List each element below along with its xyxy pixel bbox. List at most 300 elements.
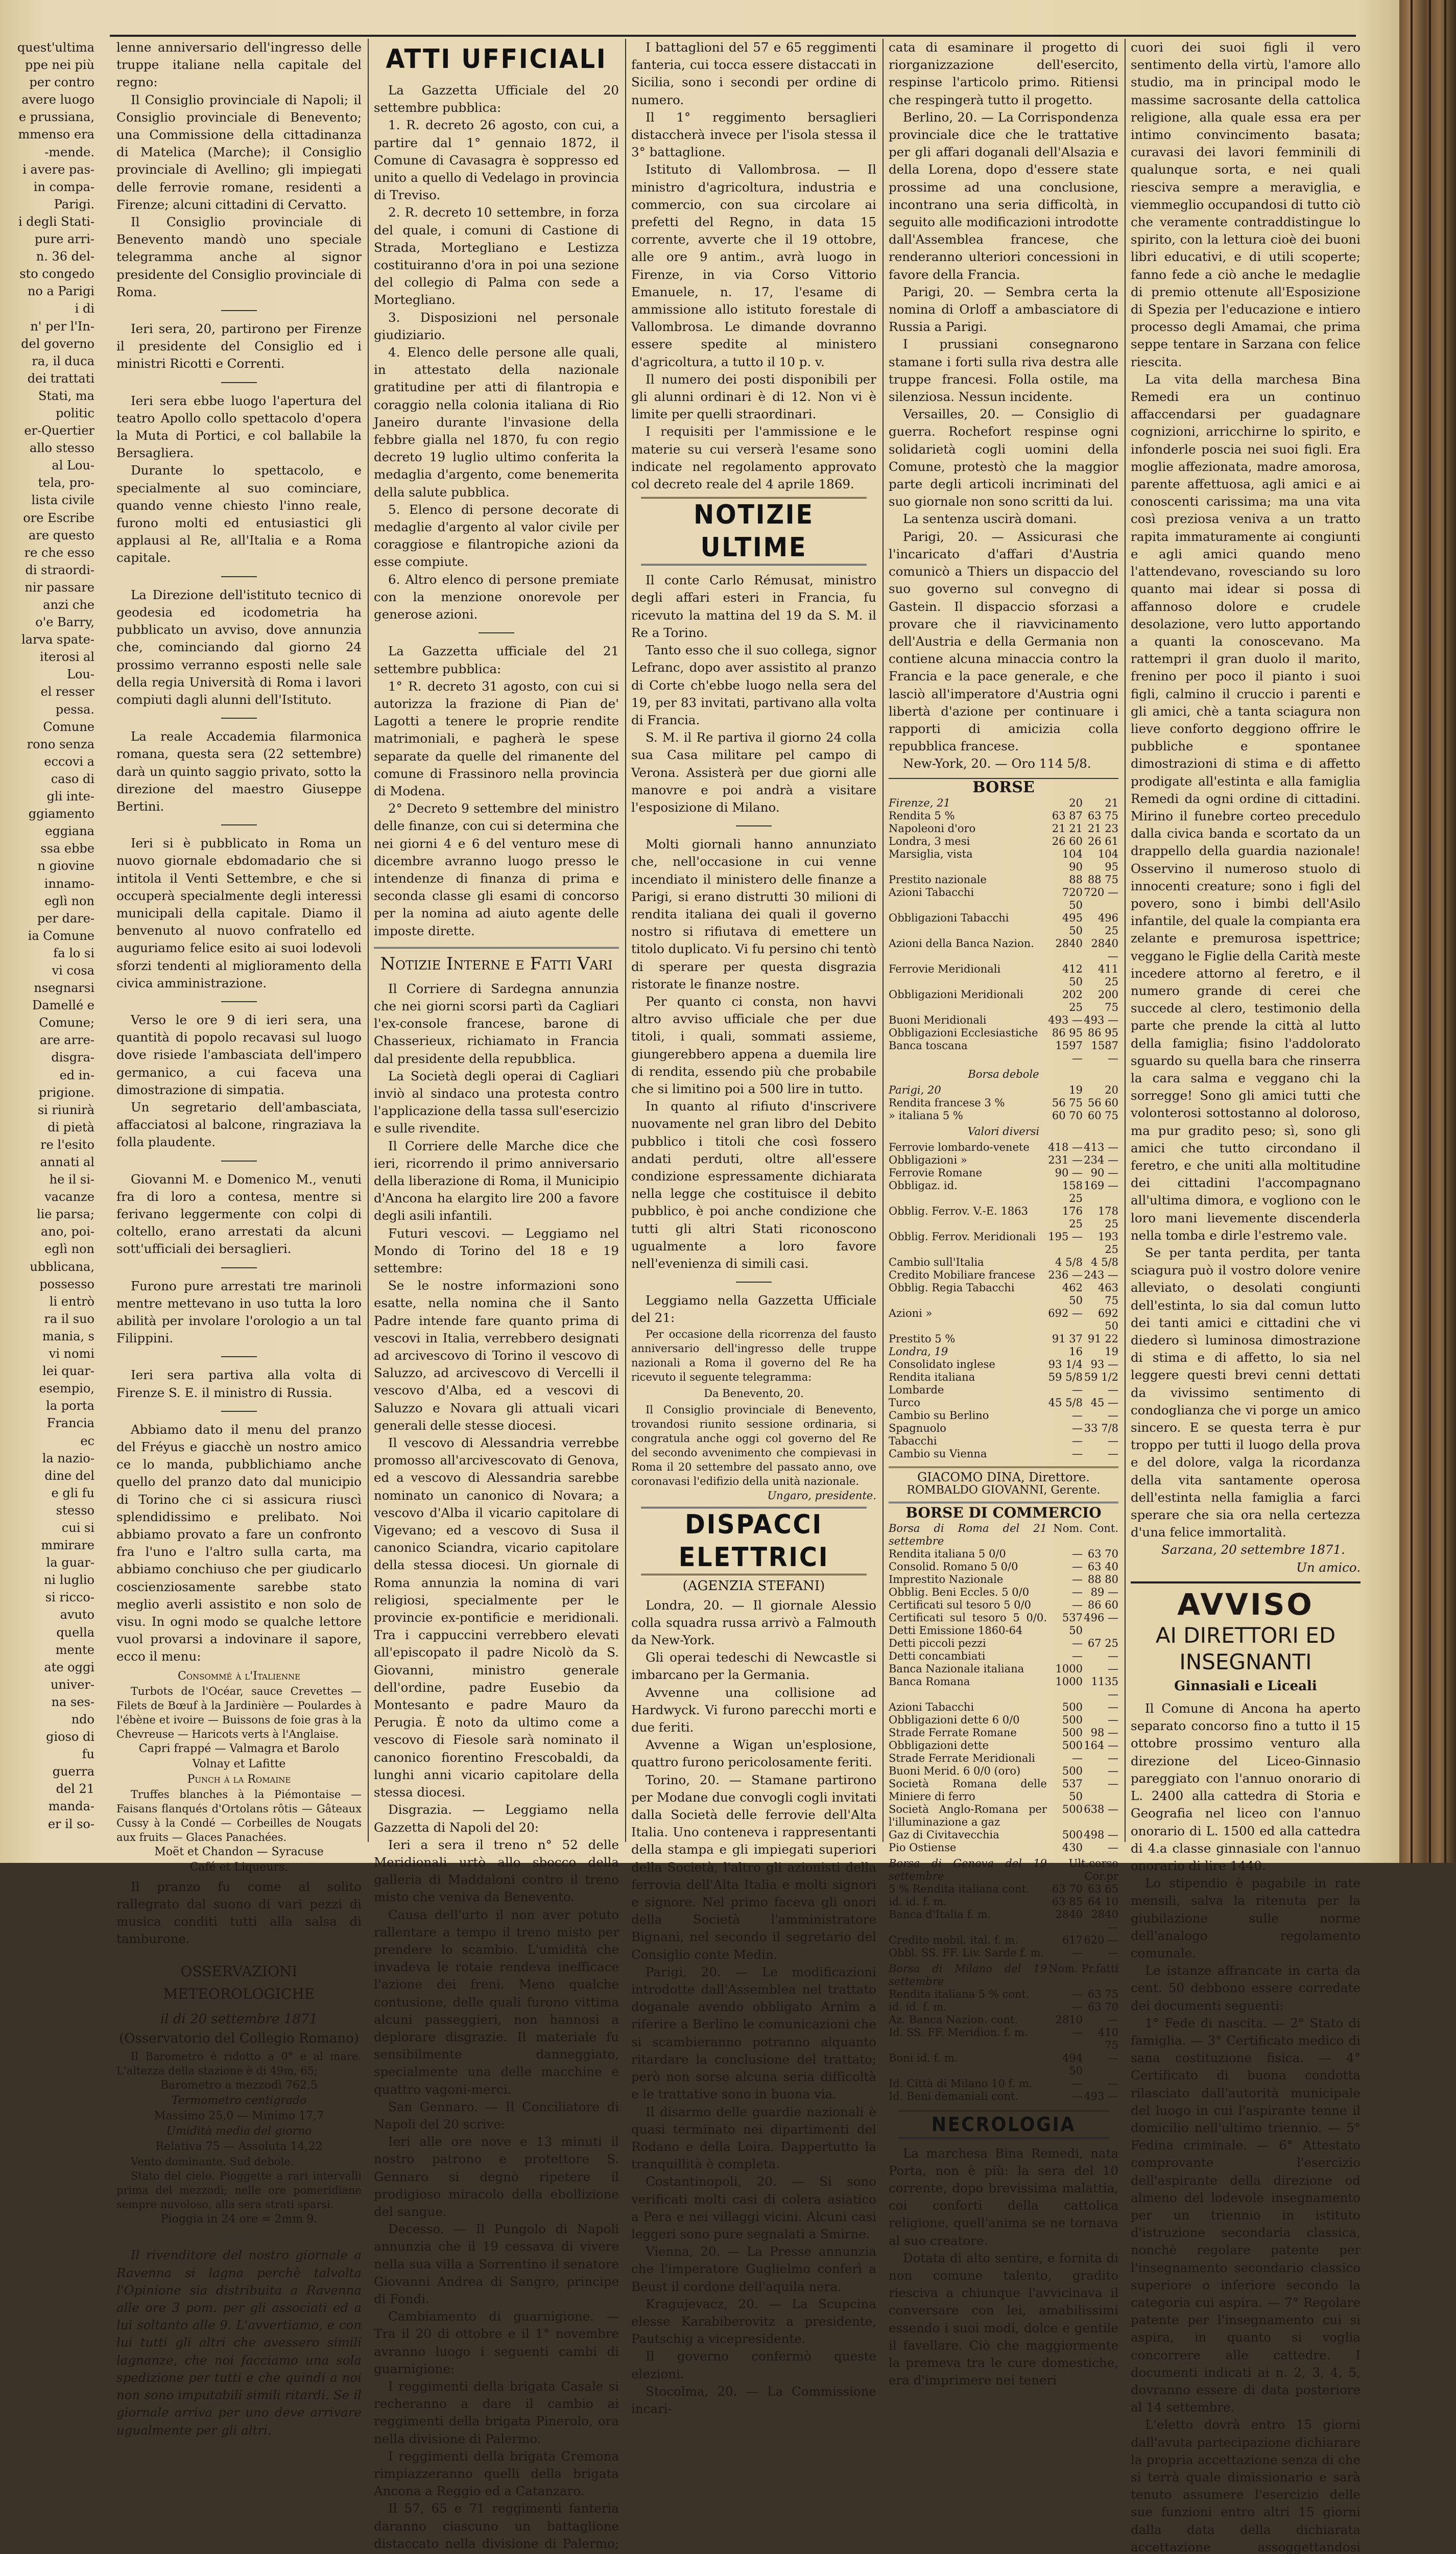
price-value: 620 —	[1084, 1933, 1118, 1946]
security-name: Certificati sul tesoro 5 0/0. Detti Emissione 1860-64	[889, 1611, 1047, 1637]
weather-line: Umidità media del giorno	[166, 2125, 312, 2138]
ticker-row	[889, 822, 1118, 835]
paragraph: 1. R. decreto 26 agosto, con cui, a partire dal 1° gennaio 1872, il Comune di Cavasagra è soppresso ed unito a quello di Vedelago in provincia di Treviso.	[374, 117, 619, 203]
ticker-row	[889, 2014, 1118, 2026]
margin-line: al Lou-	[52, 458, 94, 473]
margin-line: ggiamento	[28, 807, 94, 821]
security-name: Tabacchi	[889, 1434, 937, 1447]
paragraph: Le istanze affrancate in carta da cent. 50 debbono essere corredate dei documenti seguenti:	[1131, 1963, 1360, 2013]
ticker-row	[889, 1714, 1118, 1727]
paragraph: Berlino, 20. — La Corrispondenza provinciale dice che le trattative per gli affari doganali dell'Alsazia e della Lorena, dopo d'essere state prossime ad una conclusione, incontrano una seria difficoltà, in seguito alle modificazioni introdotte dall'Assemblea francese, che renderanno ulteriori concessioni in favore della Francia.	[889, 109, 1118, 282]
security-name: Obbligazioni »	[889, 1153, 967, 1166]
ticker-row	[889, 1947, 1118, 1959]
margin-line: er il so-	[47, 1816, 94, 1831]
price-value: 88 80	[1087, 1573, 1118, 1586]
margin-line: ed in-	[59, 1068, 94, 1082]
weather-line: Relativa 75 — Assoluta 14,22	[155, 2140, 323, 2154]
price-value: 413 —	[1084, 1141, 1118, 1153]
paragraph: Vienna, 20. — La Presse annunzia che l'imperatore Guglielmo conferì a Beust il cordone dell'aquila nera.	[631, 2244, 876, 2294]
ticker-row	[889, 1752, 1118, 1765]
paragraph: Il conte Carlo Rémusat, ministro degli affari esteri in Francia, fu ricevuto la mattina del 19 da S. M. il Re a Torino.	[631, 573, 876, 640]
margin-line: el resser	[40, 684, 94, 699]
ticker-row	[889, 1988, 1118, 2001]
top-rule	[110, 35, 1356, 37]
price-value: —	[1108, 1649, 1118, 1662]
margin-line: iterosi al	[39, 650, 94, 665]
price-value: 88	[1069, 873, 1083, 886]
price-value: —	[1072, 2090, 1083, 2102]
security-name: » italiana 5 %	[889, 1109, 963, 1122]
security-name: Banca Romana	[889, 1675, 970, 1688]
weather-line: Vento dominante. Sud debole.	[131, 2156, 294, 2168]
binding-stripe	[1444, 0, 1446, 1863]
security-name: Obblig. Ferrov. V.-E. 1863	[889, 1204, 1029, 1217]
margin-line: per dare-	[37, 911, 94, 926]
ticker-row	[889, 1358, 1118, 1371]
paragraph: Leggiamo nella Gazzetta Ufficiale del 21:	[631, 1293, 876, 1326]
paragraph: Londra, 20. — Il giornale Alessio colla squadra russa arrivò a Falmouth da New-York.	[631, 1597, 876, 1648]
paragraph: Ieri sera, 20, partirono per Firenze il presidente del Consiglio ed i ministri Ricotti e Correnti.	[116, 321, 362, 371]
separator	[479, 632, 514, 633]
price-value: 500	[1062, 1713, 1083, 1726]
price-value: —	[1108, 2077, 1118, 2090]
price-value: 93 1/4	[1048, 1358, 1083, 1370]
paragraph: Il pranzo fu come al solito rallegrato dal suono di vari pezzi di musica conditi tutti alla salsa di tamburone.	[116, 1879, 362, 1947]
security-name: Obbligazioni Meridionali	[889, 988, 1023, 1001]
price-value: —	[1108, 1946, 1118, 1959]
margin-line: eglì non	[44, 893, 94, 908]
price-value: 231 —	[1048, 1153, 1083, 1166]
security-name: Azioni Tabacchi	[889, 1700, 974, 1713]
margin-line: si riunirà	[37, 1102, 94, 1117]
ticker-row	[889, 2077, 1118, 2090]
ticker-row	[889, 1675, 1118, 1701]
ticker-row	[889, 2052, 1118, 2077]
paragraph: Istituto di Vallombrosa. — Il ministro d'agricoltura, industria e commercio, con sua circolare ai prefetti del Regno, in data 15 corrente, avverte che il 19 ottobre, alle ore 9 antim., avrà luogo in Firenze, in via Corso Vittorio Emanuele, n. 17, l'esame di ammissione allo istituto forestale di Vallombrosa. Le dimande dovranno essere spedite al ministero d'agricoltura, a tutto il 10 p. v.	[631, 162, 876, 369]
ticker-header	[889, 1962, 1118, 1988]
paragraph: 1° R. decreto 31 agosto, con cui si autorizza la frazione di Pian de' Lagotti a tenere le proprie rendite matrimoniali, e pagherà le spese separate da quelle del rimanente del comune di Frassinoro nella provincia di Modena.	[374, 678, 619, 798]
security-name: Obbl. SS. FF. Liv. Sarde f. m.	[889, 1946, 1044, 1959]
margin-line: sto congedo	[19, 267, 94, 281]
price-value: 720 50	[1062, 886, 1083, 911]
margin-line: la guar-	[46, 1555, 94, 1570]
security-name: id. id. f. m.	[889, 2000, 947, 2013]
margin-line: avere luogo	[21, 92, 94, 107]
security-name: Banca toscana	[889, 1039, 968, 1052]
price-value: —	[1072, 1383, 1083, 1396]
margin-line: no a Parigi	[27, 284, 94, 299]
ticker-row	[889, 1883, 1118, 1896]
separator	[221, 576, 257, 577]
margin-line: del governo	[21, 336, 94, 351]
price-value: 692 —	[1048, 1307, 1083, 1319]
margin-line: annati al	[40, 1155, 94, 1169]
paragraph: Ieri sera ebbe luogo l'apertura del teatro Apollo collo spettacolo d'opera la Muta di Portici, e col ballabile la Bersagliera.	[116, 393, 362, 461]
margin-line: quest'ultima	[17, 40, 94, 55]
security-name: Società Anglo-Romana per l'illuminazione a gaz	[889, 1803, 1047, 1828]
security-name: Prestito 5 %	[889, 1332, 956, 1345]
margin-line: re che esso	[24, 545, 94, 560]
paragraph: 2. R. decreto 10 settembre, in forza del quale, i comuni di Castione di Strada, Mortegliano e Lestizza costituiranno d'ora in poi una sezione del collegio di Palma con sede a Mortegliano.	[374, 205, 619, 308]
ticker-row	[889, 835, 1118, 848]
price-value: 692 50	[1097, 1307, 1118, 1332]
price-value: 410 75	[1097, 2026, 1118, 2051]
col-header: 19	[1069, 1083, 1083, 1096]
paragraph: Molti giornali hanno annunziato che, nell'occasione in cui venne incendiato il ministero delle finanze a Parigi, si erano distrutti 30 milioni di rendita italiana dei quali il governo nostro si rifiutava di emettere un titolo duplicato. Vi fu persino chi tentò di sperare per questa disgrazia ristorate le finanze nostre.	[631, 837, 876, 991]
paragraph: Kragujevacz, 20. — La Scupcina elesse Karabiberovitz a presidente, Pautschig a vicepresidente.	[631, 2296, 876, 2347]
price-value: 412 50	[1062, 962, 1083, 988]
margin-line: disgra-	[51, 1050, 94, 1065]
margin-line: Comune	[43, 719, 94, 734]
security-name: Obblig. Ferrov. Meridionali	[889, 1230, 1036, 1243]
ticker-row	[889, 1829, 1118, 1841]
weather-date: il di 20 settembre 1871	[160, 2012, 318, 2027]
security-name: Londra, 3 mesi	[889, 835, 970, 847]
margin-line: Damellé e	[32, 998, 94, 1013]
paragraph: lenne anniversario dell'ingresso delle truppe italiane nella capitale del regno:	[116, 40, 362, 90]
ticker-row	[889, 1397, 1118, 1409]
price-value: 494 50	[1062, 2051, 1083, 2077]
ticker-row	[889, 848, 1118, 873]
ticker-row	[889, 1141, 1118, 1154]
price-value: 2840	[1055, 937, 1083, 950]
price-value: 617	[1062, 1933, 1083, 1946]
separator	[221, 824, 257, 825]
paragraph: S. M. il Re partiva il giorno 24 colla sua Casa militare pel campo di Verona. Assisterà per due giorni alle manovre e poi andrà a visitare l'esposizione di Milano.	[631, 730, 876, 815]
paragraph: La Direzione dell'istituto tecnico di geodesia ed icodometria ha pubblicato un avviso, dove annunzia che, cominciando dal giorno 24 prossimo verranno esposti nelle sale della regia Università di Roma i lavori compiuti dagli alunni dell'Istituto.	[116, 587, 362, 707]
price-value: —	[1072, 1946, 1083, 1959]
price-value: 56 75	[1052, 1096, 1083, 1109]
price-value: 67 25	[1087, 1637, 1118, 1649]
paragraph: Abbiamo dato il menu del pranzo del Fréyus e giacchè un nostro amico ce lo manda, pubblichiamo anche quello del pranzo dato dal municipio di Torino che ci si assicura riuscì splendidissimo e prelibato. Noi abbiamo provato a fare un confronto fra l'uno e l'altro sulla carta, ma abbiamo conchiuso che per giudicarlo coscienziosamente sarebbe stato meglio averli assistito e non solo de visu. In ogni modo se qualche lettore vuol provarsi a indovinare il sapore, ecco il menu:	[116, 1422, 362, 1664]
security-name: Prestito nazionale	[889, 873, 987, 886]
security-name: Rendita italiana	[889, 1370, 975, 1383]
price-value: 493 —	[1084, 2090, 1118, 2102]
security-name: Id. SS. FF. Meridion. f. m.	[889, 2026, 1028, 2039]
price-value: 63 70	[1087, 2000, 1118, 2013]
price-value: 496 25	[1097, 911, 1118, 937]
price-value: —	[1072, 1598, 1083, 1611]
paragraph: Il 1° reggimento bersaglieri distaccherà invece per l'isola stessa il 3° battaglione.	[631, 109, 876, 160]
roma-rows	[889, 1548, 1118, 1854]
paragraph: Il disarmo delle guardie nazionali è quasi terminato nei dipartimenti del Rodano e della Loira. Dappertutto la tranquillità è completa.	[631, 2104, 876, 2172]
security-name: Spagnuolo	[889, 1422, 946, 1434]
price-value: 176 25	[1062, 1204, 1083, 1230]
ticker-row	[889, 2001, 1118, 2014]
margin-line: gli inte-	[46, 789, 94, 804]
margin-line: innamo-	[44, 876, 94, 891]
price-value: —	[1108, 1764, 1118, 1777]
paragraph: San Gennaro. — Il Conciliatore di Napoli del 20 scrive:	[374, 2099, 619, 2132]
market-note: Borsa debole	[968, 1068, 1039, 1080]
ticker-row	[889, 1663, 1118, 1675]
paragraph: Il numero dei posti disponibili per gli alunni ordinari è di 12. Non vi è limite per quelli straordinari.	[631, 371, 876, 422]
paragraph: Il governo confermò queste elezioni.	[631, 2349, 876, 2381]
security-name: Boni id. f. m.	[889, 2051, 958, 2064]
security-name: Ferrovie Meridionali	[889, 962, 1001, 975]
menu-item: Moët et Chandon — Syracuse	[154, 1845, 324, 1858]
margin-line: i di	[75, 301, 94, 316]
price-value: 500	[1062, 1700, 1083, 1713]
col-header: 20	[1069, 796, 1083, 809]
paragraph: La Gazzetta ufficiale del 21 settembre pubblica:	[374, 644, 619, 676]
ticker-row	[889, 1739, 1118, 1752]
paragraph: Dotata di alto sentire, e fornita di non comune talento, gradito riesciva a chiunque l'avvicinava il conversare con lei, amabilissimi essendo i suoi modi, dolce e gentile il favellare. Ciò che maggiormente la premeva tra le cure domestiche, era d'imprimere nei teneri	[889, 2250, 1118, 2388]
ticker-header	[889, 797, 1118, 810]
paragraph: I prussiani consegnarono stamane i forti sulla riva destra alle truppe francesi. Folla ostile, ma silenziosa. Nessun incidente.	[889, 337, 1118, 405]
security-name: Gaz di Civitavecchia	[889, 1828, 999, 1841]
ticker-row	[889, 2026, 1118, 2052]
margin-line: vi nomi	[49, 1346, 94, 1361]
menu-item: Punch à la Romaine	[187, 1772, 291, 1786]
margin-line: pessa.	[55, 702, 94, 717]
ticker-row	[889, 1934, 1118, 1947]
security-name: Lombarde	[889, 1383, 944, 1396]
margin-line: ubblicana,	[30, 1259, 94, 1274]
paragraph: 5. Elenco di persone decorate di medaglie d'argento al valor civile per coraggiose e filantropiche azioni da esse compiute.	[374, 502, 619, 570]
ticker-row	[889, 1448, 1118, 1460]
margin-line: univer-	[51, 1677, 94, 1692]
security-name: Certificati sul tesoro 5 0/0	[889, 1598, 1031, 1611]
ticker-row	[889, 1109, 1118, 1122]
ticker-row	[889, 1422, 1118, 1435]
borse-title: BORSE	[889, 778, 1118, 794]
ticker-row	[889, 1778, 1118, 1803]
security-name: id. id. f. m.	[889, 1895, 947, 1908]
margin-line: caso di	[51, 771, 94, 786]
col-header: Ult.corso Cor.pr	[1068, 1857, 1118, 1882]
margin-line: stesso	[56, 1503, 94, 1518]
ticker-row	[889, 1384, 1118, 1397]
advert-subtitle: AI DIRETTORI ED INSEGNANTI	[1155, 1622, 1336, 1674]
price-value: 60 70	[1052, 1109, 1083, 1122]
menu-item: Truffes blanches à la Piémontaise — Faisans flanqués d'Ortolans rôtis — Gâteaux Cussy à la Condé — Corbeilles de Nougats aux fruits — Glaces Panachées.	[116, 1788, 362, 1843]
price-value: 158 25	[1062, 1179, 1083, 1204]
column-rule	[1125, 39, 1126, 1842]
price-value: —	[1108, 1383, 1118, 1396]
margin-line: Comune;	[39, 1015, 94, 1030]
paragraph: Gli operai tedeschi di Newcastle si imbarcano per la Germania.	[631, 1650, 876, 1683]
price-value: 430	[1062, 1841, 1083, 1854]
price-value: —	[1072, 1586, 1083, 1598]
price-value: 537 50	[1062, 1777, 1083, 1803]
weather-line: Massimo 25,0 — Minimo 17,7	[154, 2110, 324, 2123]
margin-line: lie parsa;	[36, 1207, 94, 1222]
paragraph: Ieri si è pubblicato in Roma un nuovo giornale ebdomadario che si intitola il Venti Settembre, e che si occuperà specialmente degli interessi municipali della capitale. Diamo il benvenuto al nuovo confratello ed auguriamo felice esito ai suoi lodevoli sforzi tendenti al miglioramento della civica amministrazione.	[116, 836, 362, 990]
price-value: 90 —	[1055, 1166, 1083, 1179]
paragraph: Tanto esso che il suo collega, signor Lefranc, dopo aver assistito al pranzo di Corte ch'ebbe luogo nella sera del 19, per 83 invitati, partivano alla volta di Francia.	[631, 643, 876, 727]
price-value: —	[1108, 1841, 1118, 1854]
security-name: Strade Ferrate Romane	[889, 1726, 1017, 1739]
price-value: 498 —	[1084, 1828, 1118, 1841]
price-value: —	[1072, 1637, 1083, 1649]
paragraph: New-York, 20. — Oro 114 5/8.	[903, 756, 1091, 771]
price-value: 98 —	[1090, 1726, 1118, 1739]
margin-line: per contro	[29, 75, 94, 90]
security-name: Buoni Merid. 6 0/0 (oro)	[889, 1764, 1021, 1777]
margin-line: politic	[56, 406, 94, 420]
margin-line: fa lo si	[53, 945, 94, 960]
paragraph: L'eletto dovrà entro 15 giorni dall'avuta partecipazione dichiarare la propria accettazione senza di che si terrà quale dimissionario e sarà tenuto assumere l'esercizio delle sue funzioni entro altri 15 giorni dalla data della dichiarata accettazione assoggettandosi	[1131, 2417, 1360, 2554]
security-name: Pio Ostiense	[889, 1841, 957, 1854]
binding-stripe	[1411, 0, 1413, 1863]
security-name: Imprestito Nazionale	[889, 1573, 1004, 1586]
paragraph: I reggimenti della brigata Casale si recheranno a dare il cambio ai reggimenti della brigata Pinerolo, ora nella divisione di Palermo.	[374, 2379, 619, 2446]
price-value: 2840 —	[1091, 1908, 1118, 1933]
security-name: Marsiglia, vista	[889, 847, 973, 860]
paragraph: Parigi, 20. — Le modificazioni introdotte dall'Assemblea nel trattato doganale avendo obbligato Arnim a riferire a Berlino le comunicazioni che si scambieranno potranno alquanto ritardare la conclusione del trattato; però non sorse alcuna seria difficoltà e le trattative sono in buona via.	[631, 1964, 876, 2102]
margin-line: n giovine	[37, 859, 94, 873]
price-value: 1000	[1055, 1675, 1083, 1688]
ticker-row	[889, 1727, 1118, 1739]
market-name: Borsa di Genova del 19 settembre	[889, 1857, 1047, 1882]
book-binding	[1399, 0, 1456, 1863]
paragraph: 2° Decreto 9 settembre del ministro delle finanze, con cui si determina che nei giorni 4 e 6 del venturo mese di dicembre avranno luogo presso le intendenze di finanza di prima e seconda classe gli esami di concorso per la nomina ad aiuto agente delle imposte dirette.	[374, 801, 619, 938]
security-name: Ferrovie Romane	[889, 1166, 983, 1179]
column-1	[116, 39, 362, 2438]
price-value: 202 25	[1062, 988, 1083, 1013]
ticker-row	[889, 810, 1118, 822]
margin-line: manda-	[48, 1799, 94, 1814]
margin-line: Lou-	[67, 667, 94, 682]
margin-line: ppe nei più	[25, 58, 94, 73]
security-name: Obbligaz. id.	[889, 1179, 958, 1192]
security-name: Cambio su Berlino	[889, 1409, 989, 1422]
col-header: 16	[1069, 1345, 1083, 1358]
margin-line: rono senza	[27, 737, 94, 751]
parigi-rows	[889, 1097, 1118, 1122]
margin-line: lista civile	[31, 493, 94, 508]
separator	[221, 1267, 257, 1268]
margin-line: esempio,	[39, 1381, 94, 1396]
weather-title: OSSERVAZIONI METEOROLOGICHE	[116, 1955, 362, 2005]
price-value: 63 87	[1052, 809, 1083, 822]
margin-line: e gli fu	[51, 1485, 94, 1500]
margin-line: Parigi.	[54, 197, 94, 211]
price-value: 63 65	[1087, 1882, 1118, 1895]
margin-line: dei trattati	[27, 371, 94, 386]
margin-line: tela, pro-	[38, 476, 94, 490]
ticker-row	[889, 2090, 1118, 2103]
margin-line: eglì non	[44, 1242, 94, 1257]
security-name: Obbligazioni Ecclesiastiche	[889, 1026, 1038, 1039]
price-value: 411 25	[1097, 962, 1118, 988]
col-header: Cont.	[1089, 1522, 1118, 1534]
price-value: —	[1072, 2077, 1083, 2090]
security-name: Azioni »	[889, 1307, 933, 1319]
price-value: 59 5/8	[1048, 1370, 1083, 1383]
ticker-row	[889, 1014, 1118, 1027]
ticker-row	[889, 1256, 1118, 1269]
price-value: 104 95	[1097, 847, 1118, 873]
paragraph: La vita della marchesa Bina Remedi era un continuo affaccendarsi per guadagnare cognizioni, arricchirne lo spirito, e infonderle poscia nei suoi figli. Era moglie affezionata, madre amorosa, parente affettuosa, agli amici e ai conoscenti carissima; ma una vita così preziosa veniva a un tratto rapita immaturamente ai congiunti e agli amici quando meno l'attendevano, rovesciando su loro quanto mai idear si possa di affannoso dolore e crudele desolazione, vero lutto apportando a quanti la conoscevano. Ma rattempri il gran duolo il marito, frenino per poco il pianto i suoi figli, calmino il cruccio i parenti e gli amici, chè a tanta sciagura non lieve conforto deggiono offrire le pubbliche e spontanee dimostrazioni di stima e di affetto prodigate all'estinta e alla famiglia Remedi da ogni ordine di cittadini. Mirino il funebre corteo precedulo dalla civica banda e scortato da un drappello della guardia nazionale! Osservino il numeroso stuolo di innocenti creature; sono i figli del povero, sono i bimbi dell'Asilo infantile, del quale la compianta era zelante e premurosa ispettrice; veggano le Figlie della Carità meste incedere attorno al feretro, e il numero grande di cerei che succede al clero, testimonio della parte che prende la città al lutto della famiglia; fisino l'addolorato sguardo su quella bara che rinserra la cara salma e veggano chi la sorregge! Sono gli amici tutti che volonterosi sottostanno al doloroso, ma pur gradito peso; sì, sono gli amici che tutto circondano il feretro, e che uniti alla moltitudine dei cittadini l'accompagnano all'ultima dimora, e vogliono con le loro mani lievemente discenderla nella tomba e dirle l'estremo vale.	[1131, 371, 1360, 1243]
col-header: 19	[1105, 1345, 1118, 1358]
price-value: 63 70	[1087, 1547, 1118, 1560]
paragraph: Il Consiglio provinciale di Napoli; il Consiglio provinciale di Benevento; una Commissione della cittadinanza di Matelica (Marche); il Consiglio provinciale di Avellino; gli impiegati delle ferrovie romane, residenti a Firenze; alcuni cittadini di Cervatto.	[116, 92, 362, 212]
price-value: 56 60	[1087, 1096, 1118, 1109]
telegram-origin: Da Benevento, 20.	[704, 1387, 804, 1400]
col-header: 20	[1105, 1083, 1118, 1096]
margin-line: -mende.	[44, 145, 94, 159]
margin-line: n' per l'In-	[30, 319, 94, 334]
paragraph: La Gazzetta Ufficiale del 20 settembre pubblica:	[374, 83, 619, 115]
security-name: Id. Città di Milano 10 f. m.	[889, 2077, 1033, 2090]
margin-line: mmirare	[41, 1538, 94, 1553]
paragraph: Per occasione della ricorrenza del fausto anniversario dell'ingresso delle truppe nazionali a Roma il governo del Re ha ricevuto il seguente telegramma:	[631, 1328, 876, 1383]
ticker-row	[889, 1908, 1118, 1934]
weather-line: Stato del cielo. Pioggette a rari intervalli prima del mezzodì; nelle ore pomeridiane sempre nuvoloso, alla sera strati sparsi.	[116, 2170, 362, 2211]
margin-line: ia Comune	[28, 928, 94, 943]
price-value: —	[1108, 1447, 1118, 1460]
market-name: Parigi, 20	[889, 1083, 941, 1096]
price-value: —	[1072, 1560, 1083, 1573]
price-value: 4 5/8	[1055, 1256, 1083, 1268]
telegram-signature: Ungaro, presidente.	[767, 1489, 876, 1502]
section-heading: Notizie Interne e Fatti Vari	[374, 947, 619, 975]
margin-line: vacanze	[44, 1190, 94, 1204]
menu-title: Consommé à l'Italienne	[177, 1669, 301, 1683]
ticker-row	[889, 1612, 1118, 1637]
price-value: 164 —	[1084, 1739, 1118, 1752]
ticker-row	[889, 1371, 1118, 1384]
margin-line: in compa-	[33, 179, 94, 194]
security-name: Obbligazioni dette 6 0/0	[889, 1713, 1020, 1726]
price-value: 493 —	[1084, 1013, 1118, 1026]
security-name: Obblig. Beni Eccles. 5 0/0	[889, 1586, 1030, 1598]
security-name: Cambio sull'Italia	[889, 1256, 984, 1268]
binding-stripe	[1429, 0, 1431, 1863]
margin-line: avuto	[60, 1607, 94, 1622]
margin-line: i avere pas-	[22, 162, 94, 177]
security-name: Banca Nazionale italiana	[889, 1662, 1024, 1675]
margin-line: ssa ebbe	[40, 841, 94, 856]
margin-line: dine del	[44, 1468, 94, 1483]
security-name: Azioni Tabacchi	[889, 886, 974, 898]
ticker-row	[889, 1167, 1118, 1179]
paragraph: 1° Fede di nascita. — 2° Stato di famiglia. — 3° Certificato medico di sana costituzione fisica. — 4° Certificato di buona condotta rilasciato dall'autorità municipale del luogo in cui l'aspirante tenne il domicilio nell'ultimo triennio. — 5° Fedina criminale. — 6° Attestato comprovante l'esercizio dell'aspirante della direzione od almeno del lodevole insegnamento per un triennio in istituto d'istruzione secondaria classica, nonchè regolare patente per l'insegnamento secondario classico superiore o inferiore secondo la categoria cui aspira. — 7° Regolare patente per l'insegnamento cui si aspira, in quanto si voglia concorrere alle cattedre. I documenti indicati ai n. 2, 3, 4, 5, dovranno essere di data posteriore al 14 settembre.	[1131, 2015, 1360, 2415]
price-value: —	[1072, 1422, 1083, 1434]
paragraph: Parigi, 20. — Assicurasi che l'incaricato d'affari d'Austria comunicò a Thiers un dispaccio del suo governo sul convegno di Gastein. Il dispaccio sforzasi a provare che il riavvicinamento dell'Austria e della Germania non contiene alcuna minaccia contro la Francia e la pace generale, e che lasciò all'imperatore d'Austria ogni libertà d'azione per continuare i rapporti di amicizia colla repubblica francese.	[889, 529, 1118, 754]
paragraph: Durante lo spettacolo, e specialmente al suo cominciare, quando venne chiesto l'inno reale, furono molti ed entusiastici gli applausi al Re, all'Italia e a Roma capitale.	[116, 463, 362, 565]
margin-line: possesso	[39, 1276, 94, 1291]
price-value: 236 —	[1048, 1268, 1083, 1281]
margin-line: ano, poi-	[40, 1224, 94, 1239]
commerce-title: BORSE DI COMMERCIO	[889, 1502, 1118, 1519]
obituary-signature: Un amico.	[1296, 1559, 1360, 1575]
ticker-row	[889, 1097, 1118, 1109]
price-value: —	[1072, 1752, 1083, 1764]
margin-line: cui si	[61, 1520, 94, 1535]
paragraph: Ieri a sera il treno n° 52 delle Meridionali urtò allo sbocco della galleria di Maddaloni contro il treno misto che veniva da Benevento.	[374, 1837, 619, 1905]
paragraph: Se per tanta perdita, per tanta sciagura può il vostro dolore venire alleviato, o desolati congiunti dell'estinta, lo sia dal comun lutto dei tanti amici e cittadini che vi diedero sì luminosa dimostrazione di stima e di affetto, lo sia nel leggere questi brevi cenni dettati da vivissimo sentimento di condoglianza che vi porge un amico sincero. E se questa terra è pur troppo per tutti il luogo della prova e del dolore, valga la ricordanza della vita santamente operosa dell'estinta nella famiglia a farci sperare che sia ora nella certezza d'una felice immortalità.	[1131, 1245, 1360, 1540]
ticker-row	[889, 937, 1118, 963]
price-value: 21 21	[1052, 822, 1083, 835]
price-value: 89 —	[1090, 1586, 1118, 1598]
separator	[221, 310, 257, 311]
column-rule	[625, 39, 626, 1842]
londra-rows	[889, 1358, 1118, 1460]
margin-line: mmenso era	[18, 127, 94, 142]
margin-line: mania, s	[42, 1329, 94, 1343]
paragraph: Torino, 20. — Stamane partirono per Modane due convogli cogli invitati dalla Società delle ferrovie dell'Alta Italia. Uno conteneva i rappresentanti della stampa e gli impiegati superiori della Società, l'altro gli azionisti della ferrovia dell'Alta Italia e molti signori e signore. Nel primo faceva gli onori della Società l'amministratore Bignani, nel secondo il segretario del Consiglio conte Medin.	[631, 1772, 876, 1962]
margin-line: i degli Stati-	[18, 214, 94, 229]
weather-line: Barometro a mezzodì 762,5	[160, 2079, 318, 2092]
margin-line: fu	[82, 1747, 94, 1762]
weather-source: (Osservatorio del Collegio Romano)	[119, 2031, 359, 2047]
margin-line: ra, il duca	[32, 353, 94, 368]
menu-item: Turbots de l'Océar, sauce Crevettes — Filets de Bœuf à la Jardinière — Poulardes à l'ébène et ivoire — Buissons de foie gras à la Chevreuse — Haricots verts à l'Anglaise.	[116, 1685, 362, 1740]
paragraph: I battaglioni del 57 e 65 reggimenti fanteria, cui tocca essere distaccati in Sicilia, sono i secondi per ordine di numero.	[631, 40, 876, 107]
